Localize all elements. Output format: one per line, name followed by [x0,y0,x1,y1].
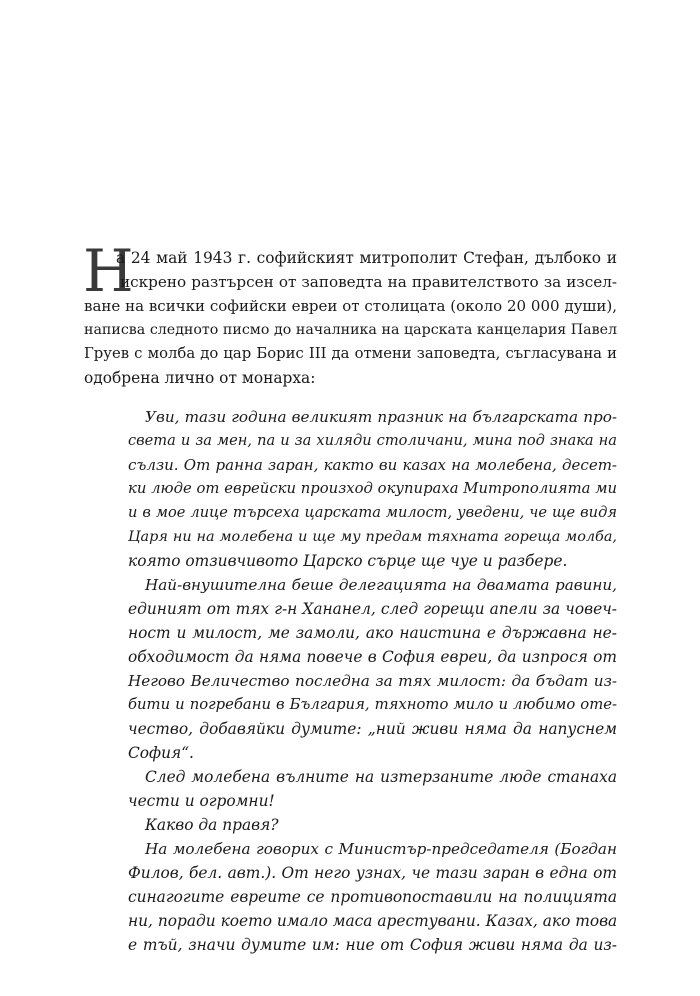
quote-line-12: Негово Величество последна за тях милост: да бъдат из- [128,672,617,690]
quote-line-19: На молебена говорих с Министър-председателя (Богдан [145,840,617,858]
quote-line-4: ки люде от еврейски произход окупираха Митрополията ми [128,480,617,497]
quote-line-20: Филов, бел. авт.). От него узнах, че тази заран в една от [128,864,617,882]
quote-line-8: Най-внушителна беше делегацията на двамата равини, [145,576,617,594]
quote-line-14: чество, добавяйки думите: „ний живи няма да напуснем [128,720,617,738]
quote-line-5: и в мое лице търсеха царската милост, уведени, че ще видя [128,504,617,521]
quote-line-2: света и за мен, па и за хиляди столичани, мина под знака на [128,432,617,449]
quote-line-9: единият от тях г-н Хананел, след горещи апели за човеч- [128,600,617,618]
intro-line-1: а 24 май 1943 г. софийският митрополит Стефан, дълбоко и [116,249,617,267]
intro-line-2: искрено разтърсен от заповедта на правителството за изсел- [120,273,617,291]
intro-line-3: ване на всички софийски евреи от столицата (около 20 000 души), [84,297,617,315]
quote-line-6: Царя ни на молебена и ще му предам тяхната гореща молба, [128,529,617,545]
intro-line-4: написва следното писмо до началника на царската канцелария Павел [84,322,617,338]
quote-line-13: бити и погребани в България, тяхното мило и любимо оте- [128,696,617,713]
quote-line-15: София“. [128,744,194,762]
quote-line-10: ност и милост, ме замоли, ако наистина е държавна не- [128,624,617,642]
quote-line-3: сълзи. От ранна заран, както ви казах на молебена, десет- [128,456,617,474]
quote-line-17: чести и огромни! [128,792,275,810]
quote-line-21: синагогите евреите се противопоставили на полицията [128,888,617,906]
quote-line-23: е тъй, значи думите им: ние от София живи няма да из- [128,936,617,954]
quote-line-18: Какво да правя? [145,816,279,834]
quote-line-7: която отзивчивото Царско сърце ще чуе и разбере. [128,552,568,570]
quote-line-1: Уви, тази година великият празник на българската про- [145,408,617,426]
quote-line-16: След молебена вълните на изтерзаните люде станаха [145,768,617,786]
intro-line-5: Груев с молба до цар Борис III да отмени заповедта, съгласувана и [84,345,617,362]
quote-line-22: ни, поради което имало маса арестувани. Казах, ако това [128,912,618,930]
quote-line-11: обходимост да няма повече в София евреи, да изпрося от [128,648,617,666]
intro-line-6: одобрена лично от монарха: [84,369,316,387]
drop-cap: Н [83,237,134,305]
